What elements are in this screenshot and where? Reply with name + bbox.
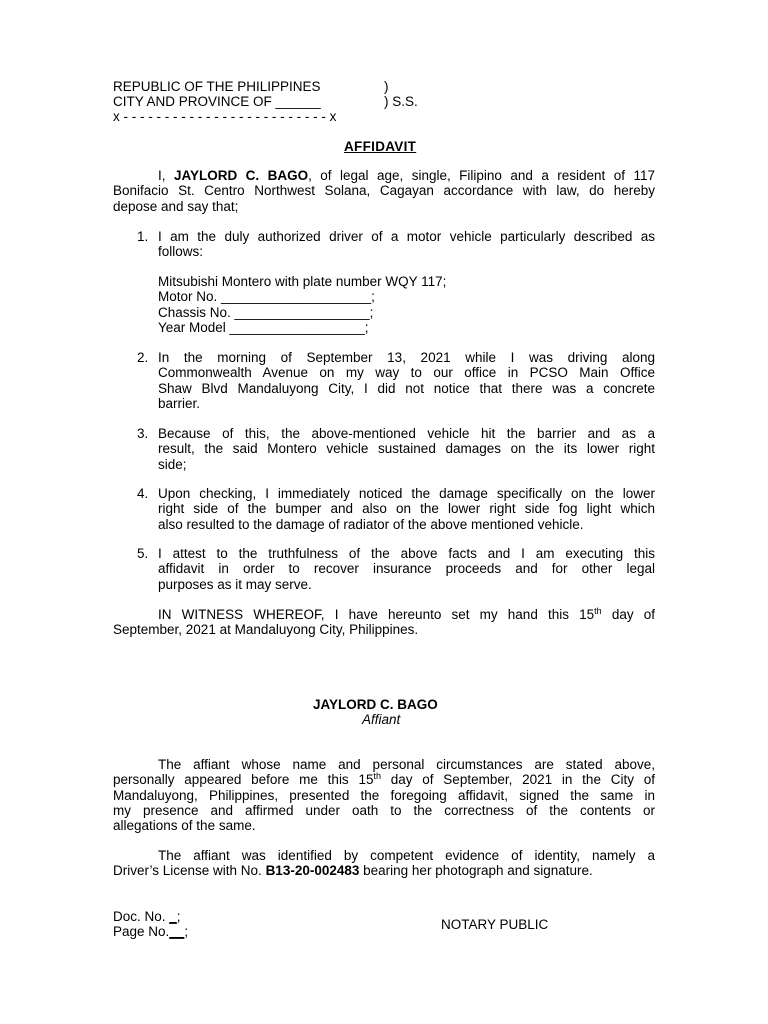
license-number: B13-20-002483 (265, 863, 360, 879)
header-ss: ) S.S. (384, 94, 418, 109)
identity-paragraph: The affiant was identified by competent evidence of identity, namely a Driver’s License with No. B13-20-002483 bearing her photograph and signature. (113, 848, 655, 879)
witness-paragraph (113, 607, 655, 638)
header-city-province: CITY AND PROVINCE OF ______ (113, 94, 321, 109)
item-4-number: 4. (137, 486, 149, 501)
header-republic: REPUBLIC OF THE PHILIPPINES (113, 79, 321, 94)
item-2-number: 2. (137, 350, 149, 365)
intro-paragraph (113, 168, 655, 214)
vehicle-year-model: Year Model __________________; (158, 319, 369, 335)
doc-no: Doc. No. _; (113, 909, 181, 924)
page-no: Page No.__; (113, 924, 189, 939)
item-3-text: Because of this, the above-mentioned vehicle hit the barrier and as a result, the said Montero vehicle sustained damages on the its lower right side; (158, 426, 655, 472)
intro-line-1: I, JAYLORD C. BAGO, of legal age, single, Filipino and a resident of 117 (158, 168, 655, 183)
vehicle-model: Mitsubishi Montero with plate number WQY 117; (158, 274, 447, 289)
item-2-text: In the morning of September 13, 2021 while I was driving along Commonwealth Avenue on my way to our office in PCSO Main Office Shaw Blvd Mandaluyong City, I did not notice that there was a concrete barrier. (158, 350, 655, 411)
jurat-paragraph: The affiant whose name and personal circumstances are stated above, personally appeared before me this 15th day of September, 2021 in the City of Mandaluyong, Philippines, presented the foregoing affidavit, signed the same in my presence and affirmed under oath to the correctness of the contents or allegations of the same. (113, 757, 655, 834)
vehicle-chassis-no: Chassis No. __________________; (158, 304, 374, 320)
vehicle-motor-no: Motor No. ____________________; (158, 289, 375, 305)
affiant-signature-name: JAYLORD C. BAGO (313, 697, 438, 712)
intro-line-3: depose and say that; (113, 198, 239, 214)
intro-line-2: Bonifacio St. Centro Northwest Solana, Cagayan accordance with law, do hereby (113, 183, 655, 199)
item-1-number: 1. (137, 229, 149, 244)
header-paren-1: ) (384, 79, 389, 94)
vehicle-details (158, 274, 578, 335)
header-x-line: x - - - - - - - - - - - - - - - - - - - - - - - - - x (113, 109, 337, 124)
notary-public-label: NOTARY PUBLIC (441, 917, 549, 932)
affiant-name-inline: JAYLORD C. BAGO (173, 168, 309, 183)
witness-line-1: IN WITNESS WHEREOF, I have hereunto set my hand this 15th day of (158, 606, 656, 622)
item-5-number: 5. (137, 546, 149, 561)
item-3-number: 3. (137, 426, 149, 441)
affiant-role: Affiant (362, 712, 401, 727)
witness-line-2: September, 2021 at Mandaluyong City, Philippines. (113, 622, 419, 638)
item-5-text: I attest to the truthfulness of the above facts and I am executing this affidavit in order to recover insurance proceeds and for other legal purposes as it may serve. (158, 546, 655, 592)
item-1-text: I am the duly authorized driver of a motor vehicle particularly described as follows: (158, 229, 655, 260)
document-title: AFFIDAVIT (344, 139, 417, 154)
item-4-text: Upon checking, I immediately noticed the damage specifically on the lower right side of the bumper and also on the lower right side fog light which also resulted to the damage of radiator of the above mentioned vehicle. (158, 486, 655, 532)
